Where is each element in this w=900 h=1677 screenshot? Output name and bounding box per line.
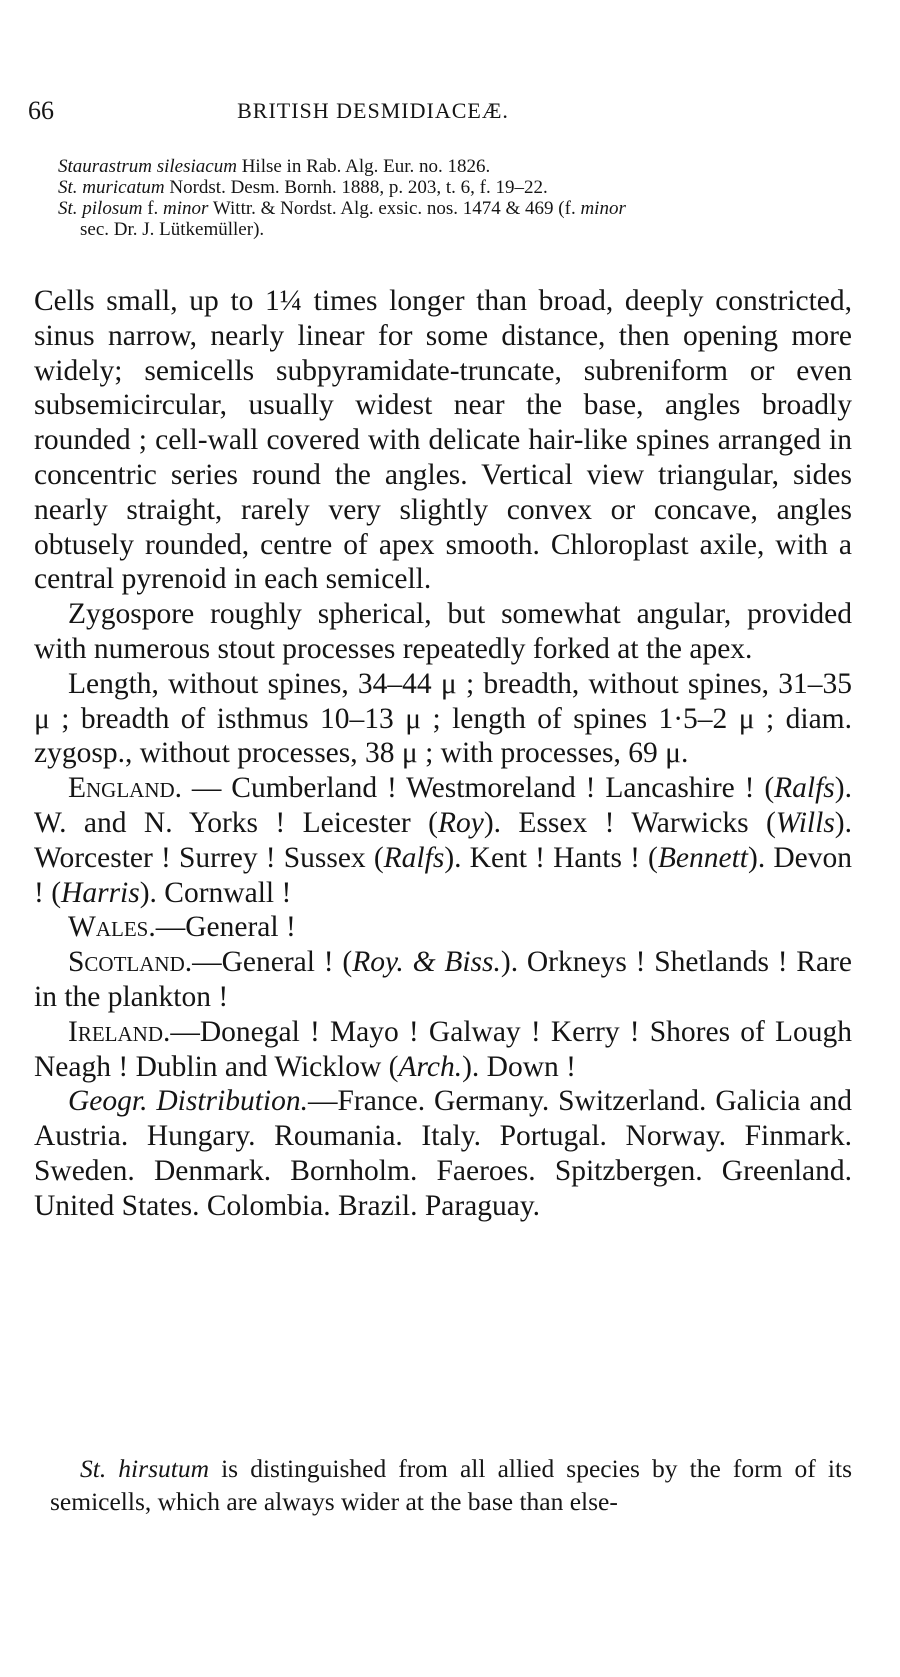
taxon-name: St. hirsutum (80, 1454, 209, 1483)
synonym-entry (58, 198, 848, 219)
collector: Wills (775, 806, 835, 839)
taxon-form: minor (580, 198, 626, 219)
locality-text: ). Essex ! Warwicks ( (483, 806, 776, 839)
collector: Harris (61, 876, 140, 909)
collector: Bennett (657, 841, 748, 874)
locality-text: —Donegal ! Mayo ! Galway ! Kerry ! Shores of Lough Neagh ! Dublin and Wicklow ( (34, 1015, 852, 1083)
description-paragraph: Cells small, up to 1¼ times longer than broad, deeply constricted, sinus narrow, nearly linear for some distance, then opening more widely; semicells subpyramidate-truncate, subreniform or even subsemicircular, usually widest near the base, angles broadly rounded ; cell-wall covered with delicate hair-like spines arranged in concentric series round the angles. Vertical view triangular, sides nearly straight, rarely very slightly convex or concave, angles obtusely rounded, centre of apex smooth. Chloroplast axile, with a central pyrenoid in each semicell. (34, 285, 852, 596)
geographic-distribution (34, 1084, 852, 1223)
species-description (34, 284, 852, 1224)
collector: Ralfs (774, 772, 835, 805)
remarks-text (50, 1452, 852, 1518)
collector: Ralfs (383, 841, 445, 874)
locality-text: ). Cornwall ! (139, 876, 292, 909)
taxon-name: St. muricatum (58, 177, 165, 198)
citation: Nordst. Desm. Bornh. 1888, p. 203, t. 6, f. 19–22. (164, 177, 548, 198)
taxon-name: St. pilosum (58, 198, 143, 219)
region-label: England. (68, 772, 183, 805)
locality-text: —General ! (155, 911, 296, 944)
region-label: Scotland. (68, 946, 193, 979)
collector: Arch. (398, 1050, 463, 1083)
locality-text: —General ! ( (192, 946, 353, 979)
taxon-form: minor (163, 198, 209, 219)
distribution-wales (34, 910, 852, 945)
synonym-continuation: sec. Dr. J. Lütkemüller). (80, 219, 265, 240)
remarks-paragraph (50, 1452, 852, 1518)
distribution-england (34, 771, 852, 910)
running-title: BRITISH DESMIDIACEÆ. (237, 98, 509, 123)
region-label: Ireland. (68, 1015, 171, 1048)
collector: Roy. & Biss. (352, 946, 501, 979)
locality-text: ). Orkneys ! Shetlands ! Rare in the plankton ! (34, 946, 852, 1013)
locality-text: ). W. and N. Yorks ! Leicester ( (34, 772, 852, 839)
citation: Wittr. & Nordst. Alg. exsic. nos. 1474 & 469 (f. (208, 198, 581, 219)
distribution-ireland (34, 1015, 852, 1085)
collector: Roy (437, 806, 484, 839)
page-number: 66 (28, 96, 54, 125)
remark-body: is distinguished from all allied species by the form of its semicells, which are always wider at the base than else- (50, 1454, 852, 1516)
distribution-scotland (34, 945, 852, 1015)
synonym-entry (58, 156, 848, 177)
citation: Hilse in Rab. Alg. Eur. no. 1826. (236, 156, 491, 177)
citation: f. (142, 198, 164, 219)
country-list: —France. Germany. Switzerland. Galicia and Austria. Hungary. Roumania. Italy. Portugal. Norway. Finmark. Sweden. Denmark. Bornholm. Faeroes. Spitzbergen. Greenland. United States. Colombia. Brazil. Paraguay. (34, 1085, 852, 1222)
locality-text: ). Kent ! Hants ! ( (444, 841, 658, 874)
section-label: Geogr. Distribution. (68, 1085, 308, 1118)
region-label: Wales. (68, 911, 156, 944)
locality-text: ). Worcester ! Surrey ! Sussex ( (34, 806, 852, 874)
synonymy-block (58, 156, 848, 240)
locality-text: ). Devon ! ( (34, 841, 852, 909)
synonym-entry (58, 177, 848, 198)
locality-text: — Cumberland ! Westmoreland ! Lancashire ! ( (182, 772, 775, 805)
page-header (28, 96, 848, 130)
dimensions-paragraph: Length, without spines, 34–44 μ ; breadth, without spines, 31–35 μ ; breadth of isthmus 10–13 μ ; length of spines 1·5–2 μ ; diam. zygosp., without processes, 38 μ ; with processes, 69 μ. (34, 667, 852, 770)
taxon-name: Staurastrum silesiacum (58, 156, 237, 177)
zygospore-paragraph: Zygospore roughly spherical, but somewhat angular, provided with numerous stout processes repeatedly forked at the apex. (34, 598, 852, 665)
locality-text: ). Down ! (462, 1050, 576, 1083)
